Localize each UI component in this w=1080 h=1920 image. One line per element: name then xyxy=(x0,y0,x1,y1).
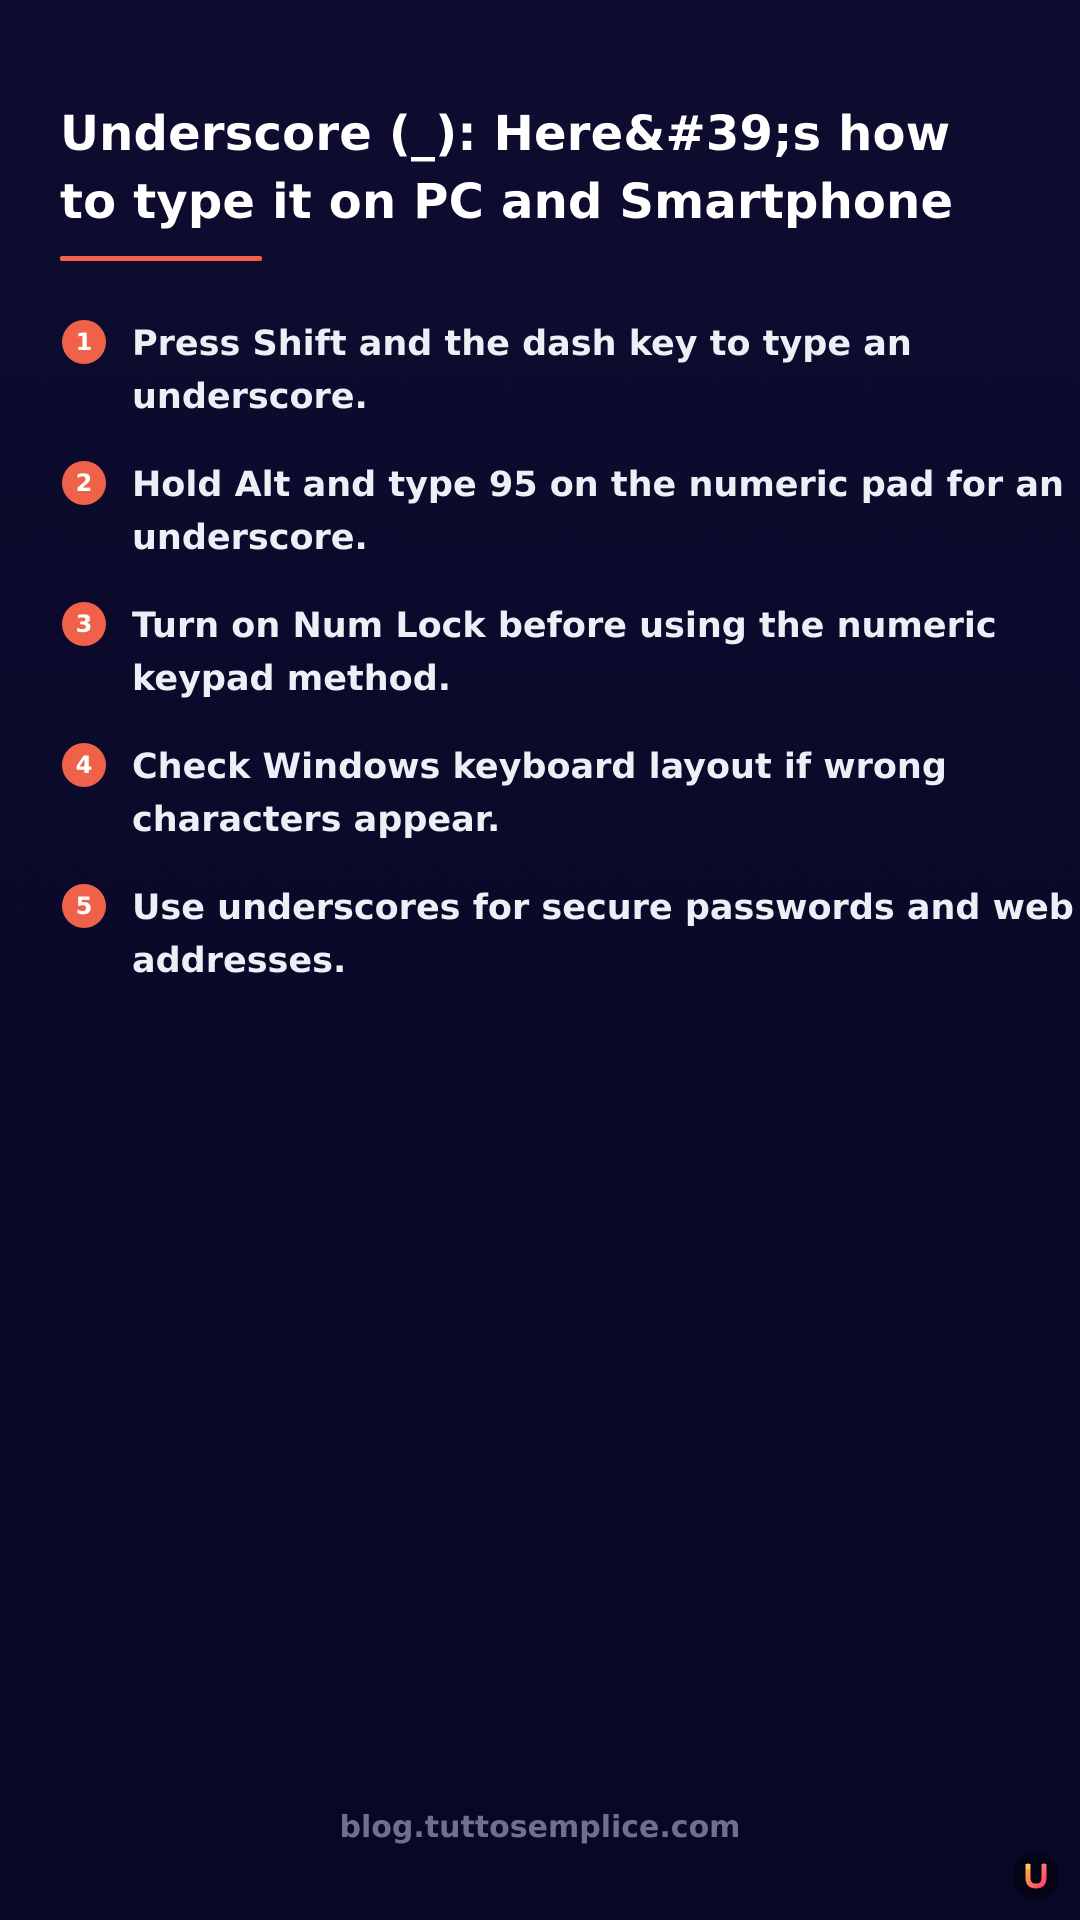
step-number-badge: 3 xyxy=(62,602,106,646)
magnet-logo-icon xyxy=(1013,1853,1059,1899)
step-text: Press Shift and the dash key to type an underscore. xyxy=(132,324,912,417)
step-number-badge: 2 xyxy=(62,461,106,505)
title-underline xyxy=(60,256,262,261)
step-text: Turn on Num Lock before using the numeric keypad method. xyxy=(132,606,997,699)
step-number-badge: 4 xyxy=(62,743,106,787)
step-text: Use underscores for secure passwords and web addresses. xyxy=(132,888,1074,981)
footer-site-url: blog.tuttosemplice.com xyxy=(339,1810,741,1845)
step-number-badge: 5 xyxy=(62,884,106,928)
step-item xyxy=(60,741,1020,882)
step-item xyxy=(60,459,1064,600)
steps-list xyxy=(60,318,1074,1023)
page-title: Underscore (_): Here&#39;s how to type it on PC and Smartphone xyxy=(60,106,954,230)
step-item xyxy=(60,882,1074,1023)
step-item xyxy=(60,600,1020,741)
step-item xyxy=(60,318,1020,459)
step-number-badge: 1 xyxy=(62,320,106,364)
step-text: Check Windows keyboard layout if wrong characters appear. xyxy=(132,747,947,840)
step-text: Hold Alt and type 95 on the numeric pad for an underscore. xyxy=(132,465,1064,558)
